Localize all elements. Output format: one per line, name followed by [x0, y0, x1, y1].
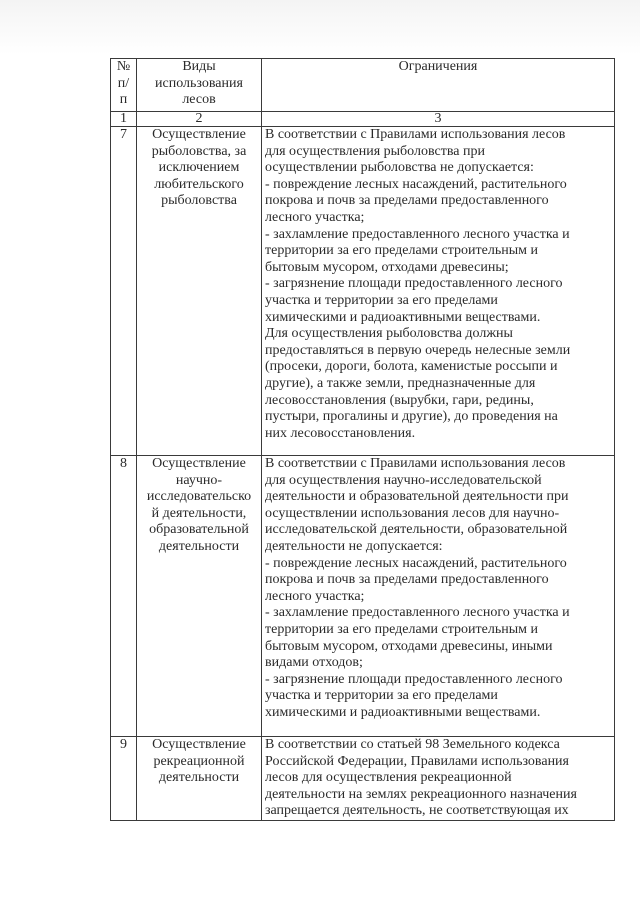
- text-line: образовательной: [149, 522, 249, 538]
- header-number-line: п: [119, 92, 128, 108]
- column-index: 1: [111, 112, 137, 127]
- text-line: другие), а также земли, предназначенные для: [265, 375, 536, 391]
- text-line: деятельности на землях рекреационного назначения: [265, 786, 577, 802]
- text-line: В соответствии со статьей 98 Земельного кодекса: [265, 737, 560, 752]
- row-number: 7: [111, 127, 137, 456]
- row-number: 9: [111, 737, 137, 821]
- text-line: - повреждение лесных насаждений, растительного: [265, 176, 567, 192]
- text-line: й деятельности,: [151, 505, 247, 521]
- header-number-line: №: [116, 59, 131, 74]
- text-line: пустыри, прогалины и другие), до проведения на: [265, 409, 558, 425]
- text-line: Осуществление: [152, 737, 246, 752]
- header-type-line: Виды: [182, 59, 216, 74]
- text-line: рекреационной: [153, 753, 245, 769]
- text-line: химическими и радиоактивными веществами.: [265, 309, 541, 325]
- text-line: исследовательской деятельности, образовательной: [265, 522, 568, 538]
- text-line: лесов для осуществления рекреационной: [265, 770, 512, 786]
- text-line: осуществлении рыболовства не допускается:: [265, 160, 534, 176]
- row-number: 8: [111, 456, 137, 737]
- header-restrictions: Ограничения: [262, 59, 615, 112]
- table-row: [111, 737, 615, 821]
- restrictions-table: [110, 58, 615, 821]
- text-line: рыболовства, за: [151, 143, 247, 159]
- header-number: [111, 59, 137, 112]
- text-line: для осуществления рыболовства при: [265, 143, 485, 159]
- usage-type-cell: [137, 127, 262, 456]
- usage-type-cell: [137, 456, 262, 737]
- text-line: деятельности не допускается:: [265, 538, 443, 554]
- text-line: бытовым мусором, отходами древесины;: [265, 259, 509, 275]
- text-line: деятельности: [158, 538, 240, 554]
- restrictions-cell: [262, 456, 615, 737]
- text-line: Для осуществления рыболовства должны: [265, 326, 513, 342]
- column-index: 3: [262, 112, 615, 127]
- restrictions-cell: [262, 127, 615, 456]
- text-line: - загрязнение площади предоставленного лесного: [265, 276, 563, 292]
- text-line: Осуществление: [152, 456, 246, 471]
- text-line: бытовым мусором, отходами древесины, иными: [265, 638, 553, 654]
- text-line: покрова и почв за пределами предоставленного: [265, 572, 549, 588]
- text-line: рыболовства: [161, 193, 237, 209]
- text-line: лесовосстановления (вырубки, гари, редины,: [265, 392, 534, 408]
- text-line: исследовательско: [146, 489, 252, 505]
- table-row: [111, 456, 615, 737]
- usage-type-cell: [137, 737, 262, 821]
- text-line: (просеки, дороги, болота, каменистые россыпи и: [265, 359, 558, 375]
- header-type-line: лесов: [182, 92, 216, 108]
- text-line: запрещается деятельность, не соответствующая их: [265, 803, 569, 819]
- header-number-line: п/: [117, 75, 130, 91]
- text-line: деятельности: [158, 770, 240, 786]
- column-index-row: [111, 112, 615, 127]
- text-line: - захламление предоставленного лесного участка и: [265, 226, 570, 242]
- text-line: В соответствии с Правилами использования лесов: [265, 127, 566, 142]
- text-line: предоставляться в первую очередь нелесные земли: [265, 342, 571, 358]
- restrictions-cell: [262, 737, 615, 821]
- text-line: научно-: [175, 472, 223, 488]
- text-line: деятельности и образовательной деятельности при: [265, 489, 569, 505]
- text-line: исключением: [158, 160, 240, 176]
- text-line: осуществлении использования лесов для научно-: [265, 505, 560, 521]
- header-usage-type: [137, 59, 262, 112]
- text-line: территории за его пределами строительным и: [265, 243, 538, 259]
- text-line: - загрязнение площади предоставленного лесного: [265, 671, 563, 687]
- column-index: 2: [137, 112, 262, 127]
- header-row: [111, 59, 615, 112]
- text-line: участка и территории за его пределами: [265, 292, 498, 308]
- text-line: них лесовосстановления.: [265, 425, 416, 441]
- text-line: - захламление предоставленного лесного участка и: [265, 605, 570, 621]
- text-line: участка и территории за его пределами: [265, 688, 498, 704]
- header-type-line: использования: [155, 75, 243, 91]
- table-row: [111, 127, 615, 456]
- text-line: В соответствии с Правилами использования лесов: [265, 456, 566, 471]
- text-line: Российской Федерации, Правилами использования: [265, 753, 569, 769]
- text-line: покрова и почв за пределами предоставленного: [265, 193, 549, 209]
- text-line: - повреждение лесных насаждений, растительного: [265, 555, 567, 571]
- text-line: территории за его пределами строительным и: [265, 621, 538, 637]
- text-line: видами отходов;: [265, 655, 363, 671]
- text-line: Осуществление: [152, 127, 246, 142]
- text-line: лесного участка;: [265, 588, 365, 604]
- text-line: химическими и радиоактивными веществами.: [265, 704, 541, 720]
- text-line: для осуществления научно-исследовательской: [265, 472, 542, 488]
- text-line: лесного участка;: [265, 209, 365, 225]
- text-line: любительского: [154, 176, 244, 192]
